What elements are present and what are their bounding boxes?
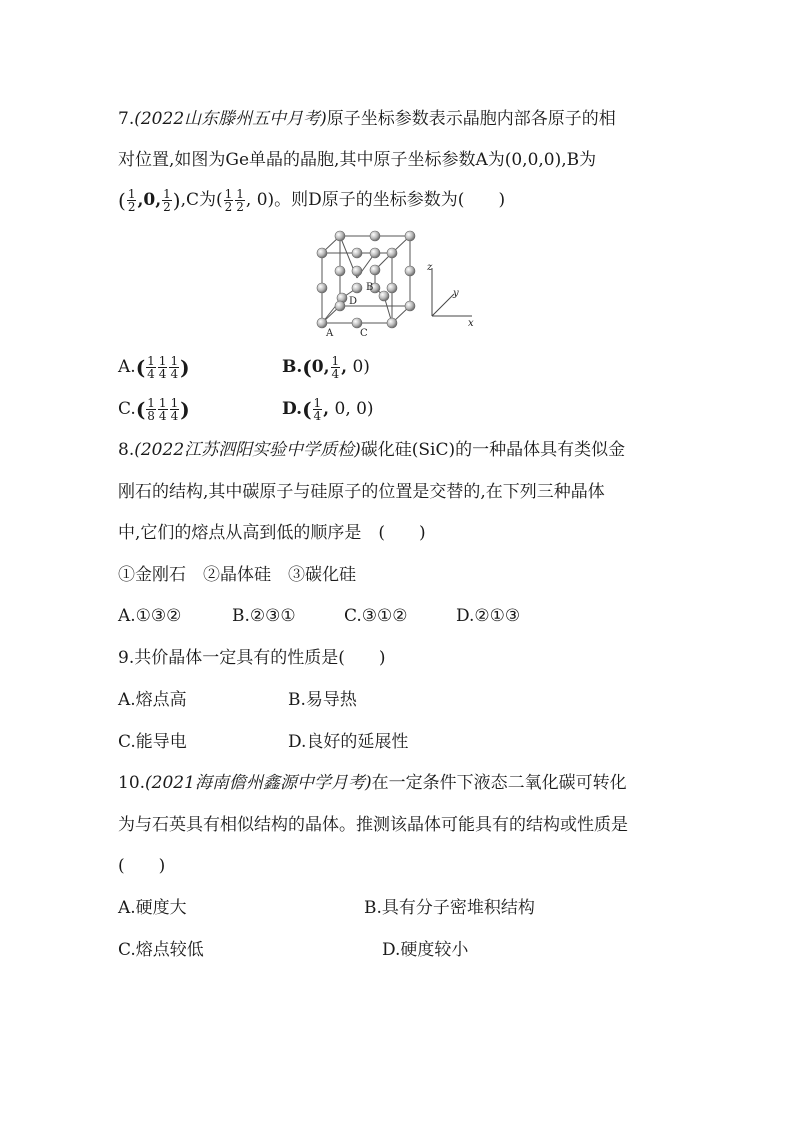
atom xyxy=(352,283,362,293)
q8-number: 8. xyxy=(118,440,135,460)
q10-option-d[interactable]: D.硬度较小 xyxy=(382,940,469,960)
q7-line-1 xyxy=(118,107,616,131)
q8-option-a[interactable]: A.①③② xyxy=(118,606,182,626)
q7-option-c[interactable]: C.( $\frac{1}{8}$ $\frac{1}{4}$ $\frac{1}{4}$ ) xyxy=(118,396,190,423)
atom xyxy=(405,266,415,276)
q10-line-1: 10.(2021海南儋州鑫源中学月考)在一定条件下液态二氧化碳可转化 xyxy=(118,773,627,793)
q7-text-1: 原子坐标参数表示晶胞内部各原子的相 xyxy=(326,109,616,129)
atom xyxy=(352,266,362,276)
q7-line-2: 对位置,如图为Ge单晶的晶胞,其中原子坐标参数A为(0,0,0),B为 xyxy=(118,150,597,170)
atom xyxy=(335,266,345,276)
ge-unit-cell-figure xyxy=(312,228,487,340)
q8-items: ①金刚石 ②晶体硅 ③碳化硅 xyxy=(118,565,356,585)
q9-option-b[interactable]: B.易导热 xyxy=(288,690,357,710)
atom xyxy=(370,231,380,241)
q8-line-1: 8.(2022江苏泗阳实验中学质检)碳化硅(SiC)的一种晶体具有类似金 xyxy=(118,440,626,460)
q7-number: 7. xyxy=(118,109,135,129)
atom xyxy=(405,231,415,241)
q7-c-tail: , 0)。则D原子的坐标参数为( ) xyxy=(245,190,506,210)
label-a: A xyxy=(326,328,334,339)
fraction: $\frac{1}{2}$ xyxy=(236,187,244,214)
axis-x-label: x xyxy=(468,318,474,329)
q10-option-c[interactable]: C.熔点较低 xyxy=(118,940,204,960)
fraction: $\frac{1}{2}$ xyxy=(163,187,171,214)
q7-line-3: ( $\frac{1}{2}$ ,0, $\frac{1}{2}$ ),C为( $\frac{1}{2}$ $\frac{1}{2}$ , 0)。则D原子的坐标参数为( ) xyxy=(118,187,506,214)
q9-option-c[interactable]: C.能导电 xyxy=(118,732,187,752)
q8-option-d[interactable]: D.②①③ xyxy=(456,606,521,626)
atom xyxy=(405,301,415,311)
q7-option-b[interactable]: B.(0, $\frac{1}{4}$ , 0) xyxy=(282,354,370,381)
label-c: C xyxy=(360,328,368,339)
q8-line-2: 刚石的结构,其中碳原子与硅原子的位置是交替的,在下列三种晶体 xyxy=(118,482,605,502)
q7-option-d[interactable]: D.( $\frac{1}{4}$ , 0, 0) xyxy=(282,396,374,423)
q10-source: (2021海南儋州鑫源中学月考) xyxy=(145,773,372,793)
label-d: D xyxy=(349,296,358,307)
label-b: B xyxy=(366,282,374,293)
axis-z-label: z xyxy=(427,262,433,273)
q7-c-text: ,C为( xyxy=(180,190,223,210)
atom xyxy=(387,248,397,258)
atom xyxy=(317,283,327,293)
atom xyxy=(387,283,397,293)
q8-source: (2022江苏泗阳实验中学质检) xyxy=(134,440,361,460)
atom xyxy=(352,248,362,258)
atom xyxy=(370,265,380,275)
q7-source: (2022山东滕州五中月考) xyxy=(134,109,327,129)
fraction: $\frac{1}{2}$ xyxy=(127,187,136,214)
atom xyxy=(379,291,389,301)
q7-option-a[interactable]: A.( $\frac{1}{4}$ $\frac{1}{4}$ $\frac{1}{4}$ ) xyxy=(118,354,190,381)
q9-option-a[interactable]: A.熔点高 xyxy=(118,690,187,710)
q9-line-1: 9.共价晶体一定具有的性质是( ) xyxy=(118,648,386,668)
q10-option-b[interactable]: B.具有分子密堆积结构 xyxy=(364,898,535,918)
atom xyxy=(335,301,345,311)
q9-option-d[interactable]: D.良好的延展性 xyxy=(288,732,409,752)
atom-a xyxy=(317,318,327,328)
q8-line-3: 中,它们的熔点从高到低的顺序是 ( ) xyxy=(118,523,426,543)
atom xyxy=(335,231,345,241)
atom xyxy=(387,318,397,328)
q10-number: 10. xyxy=(118,773,146,793)
atom xyxy=(370,248,380,258)
atom xyxy=(317,248,327,258)
fraction: $\frac{1}{2}$ xyxy=(224,187,233,214)
atom-c xyxy=(352,318,362,328)
q10-line-3: ( ) xyxy=(118,856,166,876)
axis-y-label: y xyxy=(453,288,459,299)
q8-option-c[interactable]: C.③①② xyxy=(344,606,408,626)
q10-line-2: 为与石英具有相似结构的晶体。推测该晶体可能具有的结构或性质是 xyxy=(118,815,628,835)
q10-option-a[interactable]: A.硬度大 xyxy=(118,898,187,918)
q8-option-b[interactable]: B.②③① xyxy=(232,606,296,626)
